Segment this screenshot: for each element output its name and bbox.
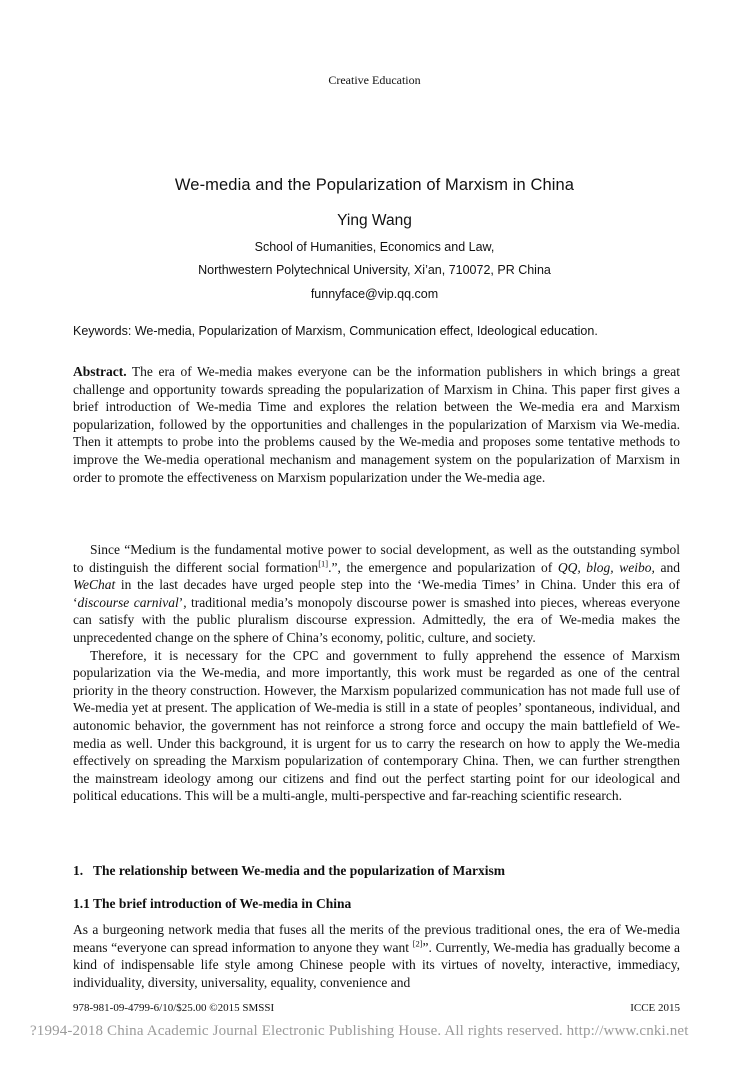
intro-paragraph-1 xyxy=(73,541,680,647)
introduction xyxy=(73,541,680,805)
text-run: ’, traditional media’s monopoly discourse power is smashed into pieces, whereas everyone can satisfy with the public pluralism discourse expression. Admittedly, the era of We-media makes the unprecedented change on the sphere of China’s economy, politic, culture, and society. xyxy=(73,594,680,645)
text-run: and xyxy=(654,559,680,575)
cnki-watermark: ?1994-2018 China Academic Journal Electronic Publishing House. All rights reserved. http://www.cnki.net xyxy=(30,1023,689,1039)
affiliation-line-2: Northwestern Polytechnical University, Xi’an, 710072, PR China xyxy=(198,263,551,277)
italic-wechat: WeChat xyxy=(73,577,116,593)
keywords-label: Keywords: xyxy=(73,324,132,338)
intro-paragraph-2: Therefore, it is necessary for the CPC and government to fully apprehend the essence of Marxism popularization via the We-media, and more importantly, this work must be regarded as one of the central priority in the theory construction. However, the Marxism popularized communication has not made full use of We-media yet at present. The application of We-media is still in a state of peoples’ spontaneous, individual, and autonomic behavior, the government has not reinforce a strong force and occupy the main battlefield of We-media as well. Under this background, it is urgent for us to carry the research on how to apply the We-media effectively on spreading the Marxism popularization of contemporary China. Then, we can further strengthen the mainstream ideology among our citizens and find out the perfect starting point for our ideological and political educations. This will be a multi-angle, multi-perspective and far-reaching scientific research. xyxy=(73,647,680,804)
section-1-1-heading xyxy=(73,896,351,912)
keywords-text: We-media, Popularization of Marxism, Communication effect, Ideological education. xyxy=(131,324,598,338)
italic-discourse-carnival: discourse carnival xyxy=(77,594,179,610)
keywords xyxy=(73,324,598,338)
footer-conference: ICCE 2015 xyxy=(630,1002,680,1014)
section-number: 1.1 xyxy=(73,896,90,911)
affiliation-line-1: School of Humanities, Economics and Law, xyxy=(254,240,495,254)
citation-ref-2: [2] xyxy=(412,938,423,949)
abstract xyxy=(73,363,680,486)
abstract-label: Abstract. xyxy=(73,364,127,379)
section-title: The relationship between We-media and the popularization of Marxism xyxy=(93,863,506,878)
citation-ref-1: [1] xyxy=(318,558,329,569)
section-1-1-body xyxy=(73,921,680,991)
text-run: As a burgeoning network media that fuses all the merits of the previous traditional ones, the era of We-media means “everyone can spread information to anyone they want xyxy=(73,922,680,955)
italic-platforms: QQ, blog, weibo, xyxy=(557,559,655,575)
text-run: ”. Currently, We-media has gradually become a kind of indispensable life style among Chinese people with its virtues of novelty, interactive, immediacy, individuality, diversity, universality, equality, convenience and xyxy=(73,939,680,990)
section-number: 1. xyxy=(73,863,84,878)
text-run: .”, the emergence and popularization of xyxy=(328,559,558,575)
footer-isbn: 978-981-09-4799-6/10/$25.00 ©2015 SMSSI xyxy=(73,1002,275,1014)
author-name: Ying Wang xyxy=(337,212,412,229)
author-email: funnyface@vip.qq.com xyxy=(310,287,439,301)
section-1-heading xyxy=(73,863,505,879)
abstract-text: The era of We-media makes everyone can be the information publishers in which brings a great challenge and opportunity towards spreading the popularization of Marxism in China. This paper first gives a brief introduction of We-media Time and explores the relation between the We-media era and Marxism popularization, followed by the opportunities and challenges in the popularization of Marxism via We-media. Then it attempts to probe into the problems caused by the We-media and proposes some tentative methods to improve the We-media operational mechanism and management system on the popularization of Marxism in order to promote the effectiveness on Marxism popularization under the We-media age. xyxy=(73,364,680,485)
text-run: in the last decades have urged people step into the ‘We-media Times’ in China. Under this era of ‘ xyxy=(73,577,680,610)
journal-name: Creative Education xyxy=(328,73,421,87)
section-title: The brief introduction of We-media in China xyxy=(93,896,352,911)
text-run: Since “Medium is the fundamental motive power to social development, as well as the outstanding symbol to distinguish the different social formation xyxy=(73,542,680,575)
paper-title: We-media and the Popularization of Marxism in China xyxy=(174,176,575,194)
